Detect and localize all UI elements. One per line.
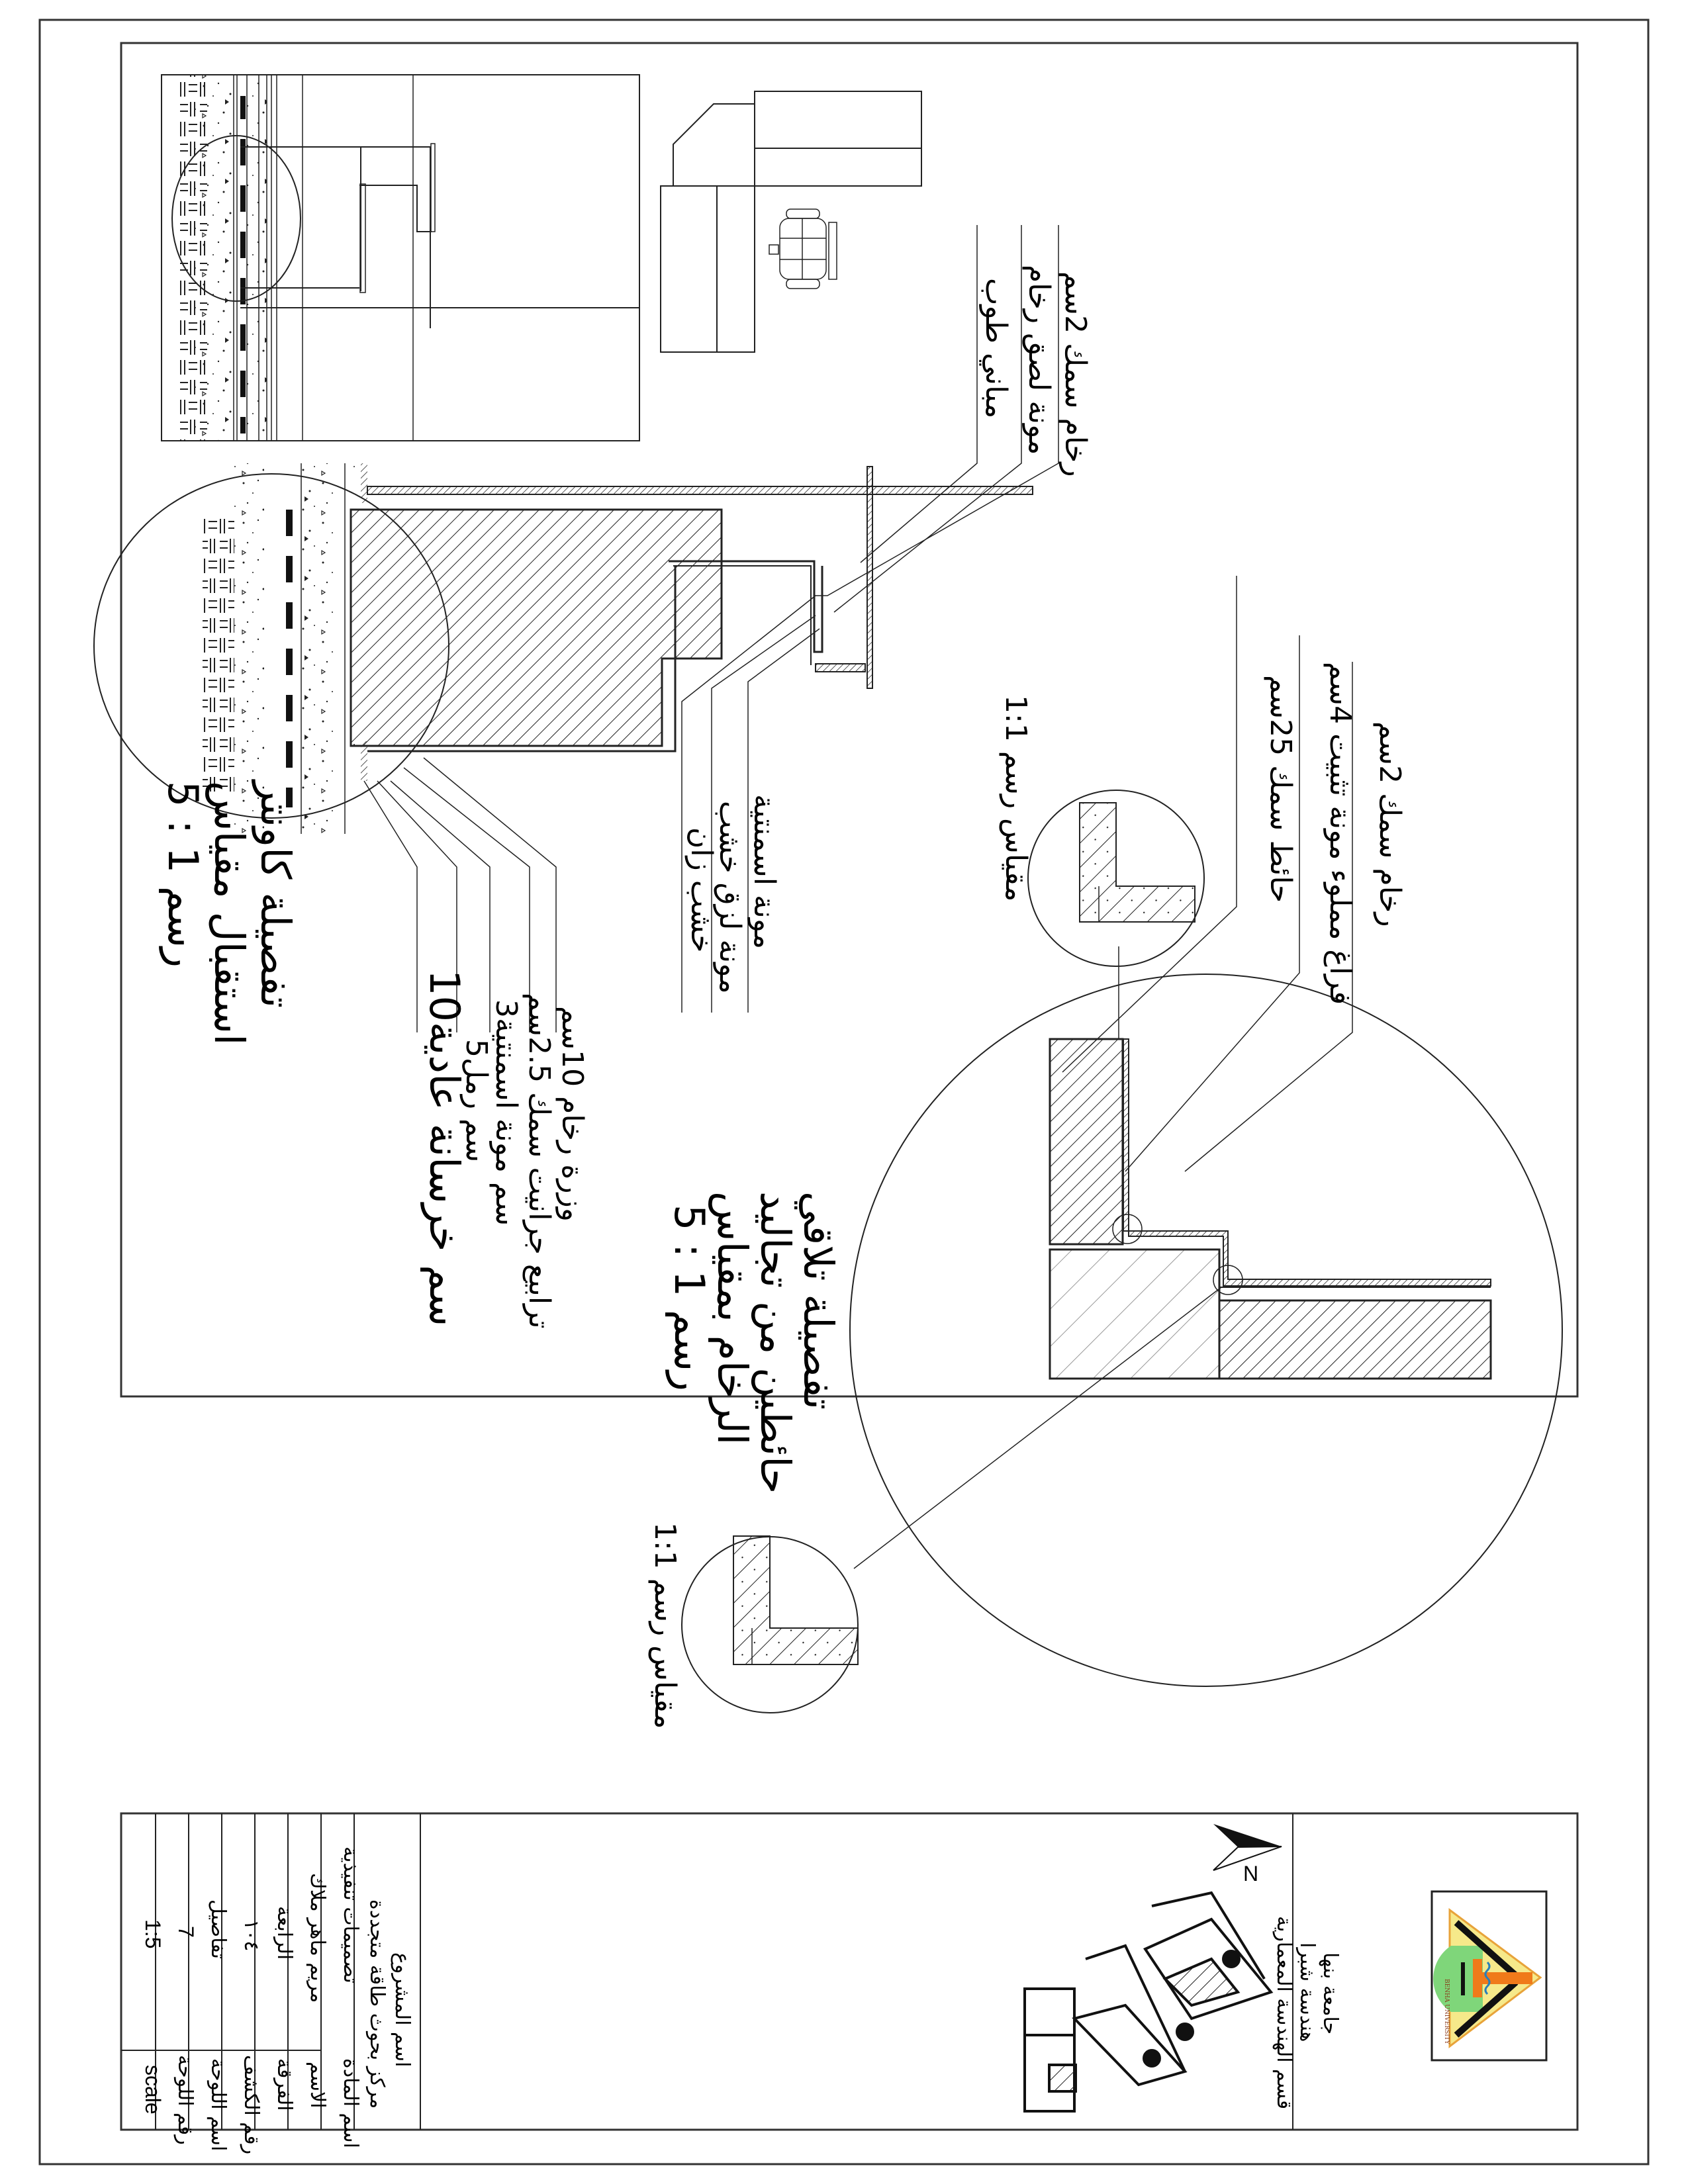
name-value: مريم ماهر ملاك [306, 1873, 329, 2003]
wall-detail-title-1: تفصيلة تلاقي [794, 1191, 843, 1410]
outer-border [40, 20, 1648, 2164]
desk-plan [661, 91, 921, 352]
wall-detail-title-3: الرخام بمقياس [708, 1191, 757, 1445]
project-value: مركز بحوث طاقة متجددة [365, 1899, 389, 2109]
label-cement-mortar-3cm: 3سم مونة اسمنتية [489, 999, 523, 1226]
wall-detail-title-4: رسم 1 : 5 [665, 1205, 714, 1392]
drawing-frame [121, 43, 1577, 1396]
callout-scale-lower: مقياس رسم 1:1 [648, 1522, 682, 1729]
roll-label: رقم الكشف [240, 2055, 263, 2155]
sheet-name-label: اسم اللوحة [207, 2058, 230, 2152]
sheet-name-value: تفاصيل [207, 1899, 230, 1959]
label-granite-tiles: ترابيع جرانيت سمك 2.5سم [522, 993, 556, 1329]
label-marble-adhesive: مونة لصق رخام [1022, 265, 1056, 455]
university-line-2: هندسة شبرا [1295, 1942, 1319, 2042]
year-value: الرابعة [273, 1906, 296, 1960]
callout-scale-upper: مقياس رسم 1:1 [999, 695, 1033, 902]
name-label: الاسم [306, 2062, 329, 2109]
label-mortar-gap-4cm: فراغ مملوء مونة تثبيت 4سم [1323, 662, 1357, 1005]
subject-value: تصميمات تنفيذية [339, 1846, 362, 1983]
label-plain-concrete: 10سم خرسانة عادية [420, 970, 469, 1327]
site-plan-key [1025, 1893, 1271, 2111]
counter-detail-title-2: استقبال مقياس [205, 781, 254, 1046]
counter-detail-title-3: رسم 1 : 5 [159, 781, 207, 968]
wall-corner-detail [682, 576, 1562, 1713]
scale-value: 1:5 [141, 1919, 165, 1949]
label-brick-masonry: مباني طوب [979, 278, 1013, 419]
label-marble-2cm: رخام سمك 2سم [1058, 271, 1092, 477]
subject-label: اسم المادة [339, 2058, 362, 2149]
label-wood-adhesive: مونة لزق خشب [713, 801, 747, 994]
sheet-no-label: رقم اللوحة [173, 2055, 197, 2145]
counter-elevation [162, 75, 639, 441]
leader-lines-plan [814, 225, 1058, 612]
year-label: الفرقة [273, 2058, 296, 2111]
university-line-3: قسم الهندسة المعمارية [1272, 1916, 1295, 2110]
scale-label: scale [141, 2065, 165, 2115]
label-marble-2cm-wall: رخام سمك 2سم [1373, 721, 1407, 927]
roll-value: ١٠٤ [240, 1919, 263, 1952]
svg-text:BENHA UNIVERSITY: BENHA UNIVERSITY [1443, 1979, 1450, 2044]
sheet-no-value: 7 [174, 1926, 198, 1938]
label-wall-25cm: حائط سمك 25سم [1264, 675, 1297, 903]
title-block [121, 1813, 1293, 2130]
university-line-1: جامعة بنها [1319, 1952, 1342, 2035]
project-label: اسم المشروع [391, 1952, 414, 2068]
wall-detail-title-2: حائطين من تجاليد [751, 1191, 800, 1494]
label-marble-skirting: وزرة رخام 10سم [555, 1006, 589, 1222]
benha-university-logo [1432, 1891, 1546, 2060]
label-cement-mortar: مونة اسمنتية [747, 794, 781, 950]
label-beech-wood: خشب زان [684, 827, 718, 953]
office-chair-icon [769, 209, 837, 289]
label-sand-5cm: 5سم رمل [459, 1039, 493, 1163]
north-label: N [1243, 1862, 1259, 1886]
counter-detail-title-1: تفصيلة كاونتر [252, 781, 300, 1009]
